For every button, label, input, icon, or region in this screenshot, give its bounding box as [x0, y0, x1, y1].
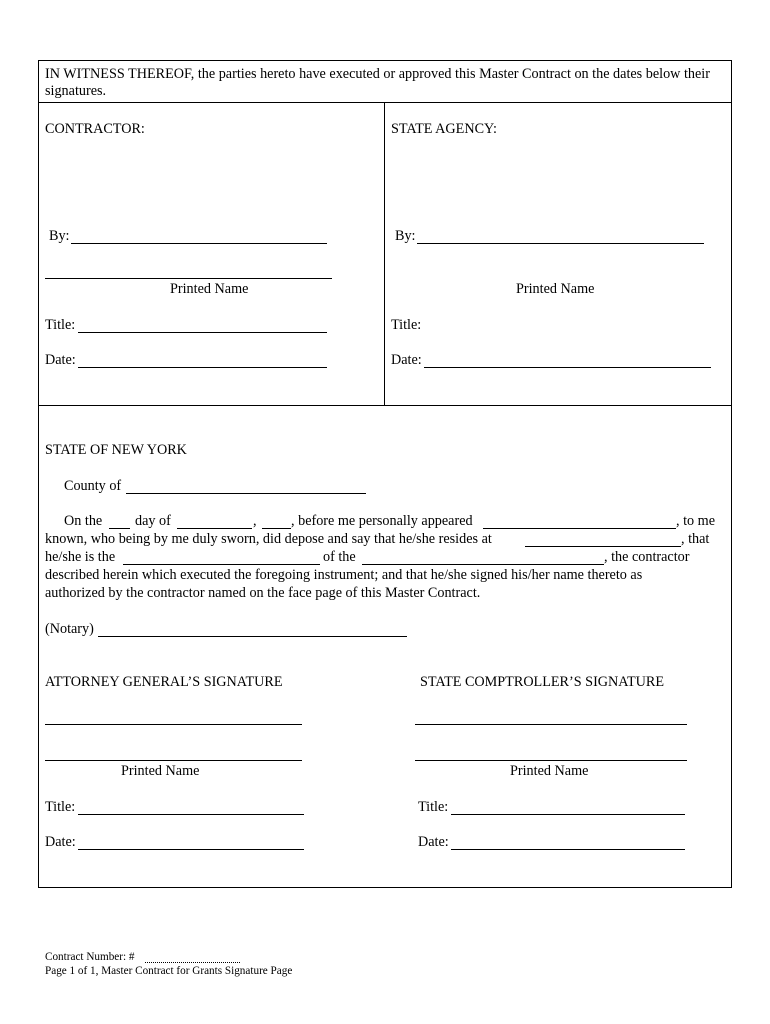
- notary-the-contractor: , the contractor: [604, 549, 690, 565]
- contractor-by-label: By:: [49, 228, 70, 244]
- contractor-title-label: Title:: [45, 317, 76, 333]
- contract-number-label: Contract Number: #: [45, 951, 135, 963]
- agency-signature-line[interactable]: [417, 243, 704, 244]
- agency-heading: STATE AGENCY:: [391, 121, 497, 137]
- notary-sworn-text: known, who being by me duly sworn, did depose and say that he/she resides at: [45, 531, 492, 547]
- comptroller-date-line[interactable]: [451, 849, 685, 850]
- notary-that: , that: [681, 531, 710, 547]
- comptroller-signature-line[interactable]: [415, 724, 687, 725]
- notary-position-line[interactable]: [123, 564, 320, 565]
- attorney-general-title-label: Title:: [45, 799, 76, 815]
- agency-date-line[interactable]: [424, 367, 711, 368]
- attorney-general-heading: ATTORNEY GENERAL’S SIGNATURE: [45, 674, 283, 690]
- notary-appeared-line[interactable]: [483, 528, 676, 529]
- agency-date-label: Date:: [391, 352, 422, 368]
- notary-is-the: he/she is the: [45, 549, 116, 565]
- comptroller-date-label: Date:: [418, 834, 449, 850]
- notary-day-line[interactable]: [109, 528, 130, 529]
- notary-on-the: On the: [64, 513, 103, 529]
- signature-box-bottom: [38, 405, 732, 888]
- county-label: County of: [64, 478, 122, 494]
- notary-before-me: , before me personally appeared: [291, 513, 473, 529]
- signature-box-top: [38, 60, 732, 406]
- attorney-general-printed-name-label: Printed Name: [121, 763, 200, 779]
- comptroller-title-line[interactable]: [451, 814, 685, 815]
- comptroller-printed-name-label: Printed Name: [510, 763, 589, 779]
- notary-described-text: described herein which executed the foregoing instrument; and that he/she signed his/her name thereto as: [45, 567, 643, 583]
- notary-authorized-text: authorized by the contractor named on the face page of this Master Contract.: [45, 585, 481, 601]
- notary-organization-line[interactable]: [362, 564, 604, 565]
- contractor-signature-line[interactable]: [71, 243, 327, 244]
- state-heading: STATE OF NEW YORK: [45, 442, 187, 458]
- contractor-printed-name-label: Printed Name: [170, 281, 249, 297]
- contractor-date-label: Date:: [45, 352, 76, 368]
- page-info: Page 1 of 1, Master Contract for Grants Signature Page: [45, 965, 293, 977]
- attorney-general-printed-name-line[interactable]: [45, 760, 302, 761]
- attorney-general-date-line[interactable]: [78, 849, 304, 850]
- comptroller-title-label: Title:: [418, 799, 449, 815]
- notary-signature-line[interactable]: [98, 636, 407, 637]
- contractor-heading: CONTRACTOR:: [45, 121, 145, 137]
- notary-to-me: , to me: [676, 513, 716, 529]
- agency-printed-name-label: Printed Name: [516, 281, 595, 297]
- notary-resides-line[interactable]: [525, 546, 681, 547]
- agency-by-label: By:: [395, 228, 416, 244]
- notary-day-of: day of: [135, 513, 171, 529]
- notary-label: (Notary): [45, 621, 94, 637]
- agency-title-label: Title:: [391, 317, 422, 333]
- comptroller-heading: STATE COMPTROLLER’S SIGNATURE: [420, 674, 665, 690]
- contractor-printed-name-line[interactable]: [45, 278, 332, 279]
- comptroller-printed-name-line[interactable]: [415, 760, 687, 761]
- witness-intro: IN WITNESS THEREOF, the parties hereto have executed or approved this Master Contract on the dates below their signatures.: [45, 66, 710, 99]
- attorney-general-title-line[interactable]: [78, 814, 304, 815]
- notary-year-line[interactable]: [262, 528, 291, 529]
- notary-of-the: of the: [323, 549, 356, 565]
- attorney-general-signature-line[interactable]: [45, 724, 302, 725]
- attorney-general-date-label: Date:: [45, 834, 76, 850]
- county-line[interactable]: [126, 493, 366, 494]
- contractor-date-line[interactable]: [78, 367, 327, 368]
- notary-comma: ,: [253, 513, 257, 529]
- contractor-title-line[interactable]: [78, 332, 327, 333]
- notary-month-line[interactable]: [177, 528, 252, 529]
- intro-divider: [38, 102, 732, 103]
- column-divider: [384, 102, 385, 406]
- contract-number-line[interactable]: [145, 962, 240, 963]
